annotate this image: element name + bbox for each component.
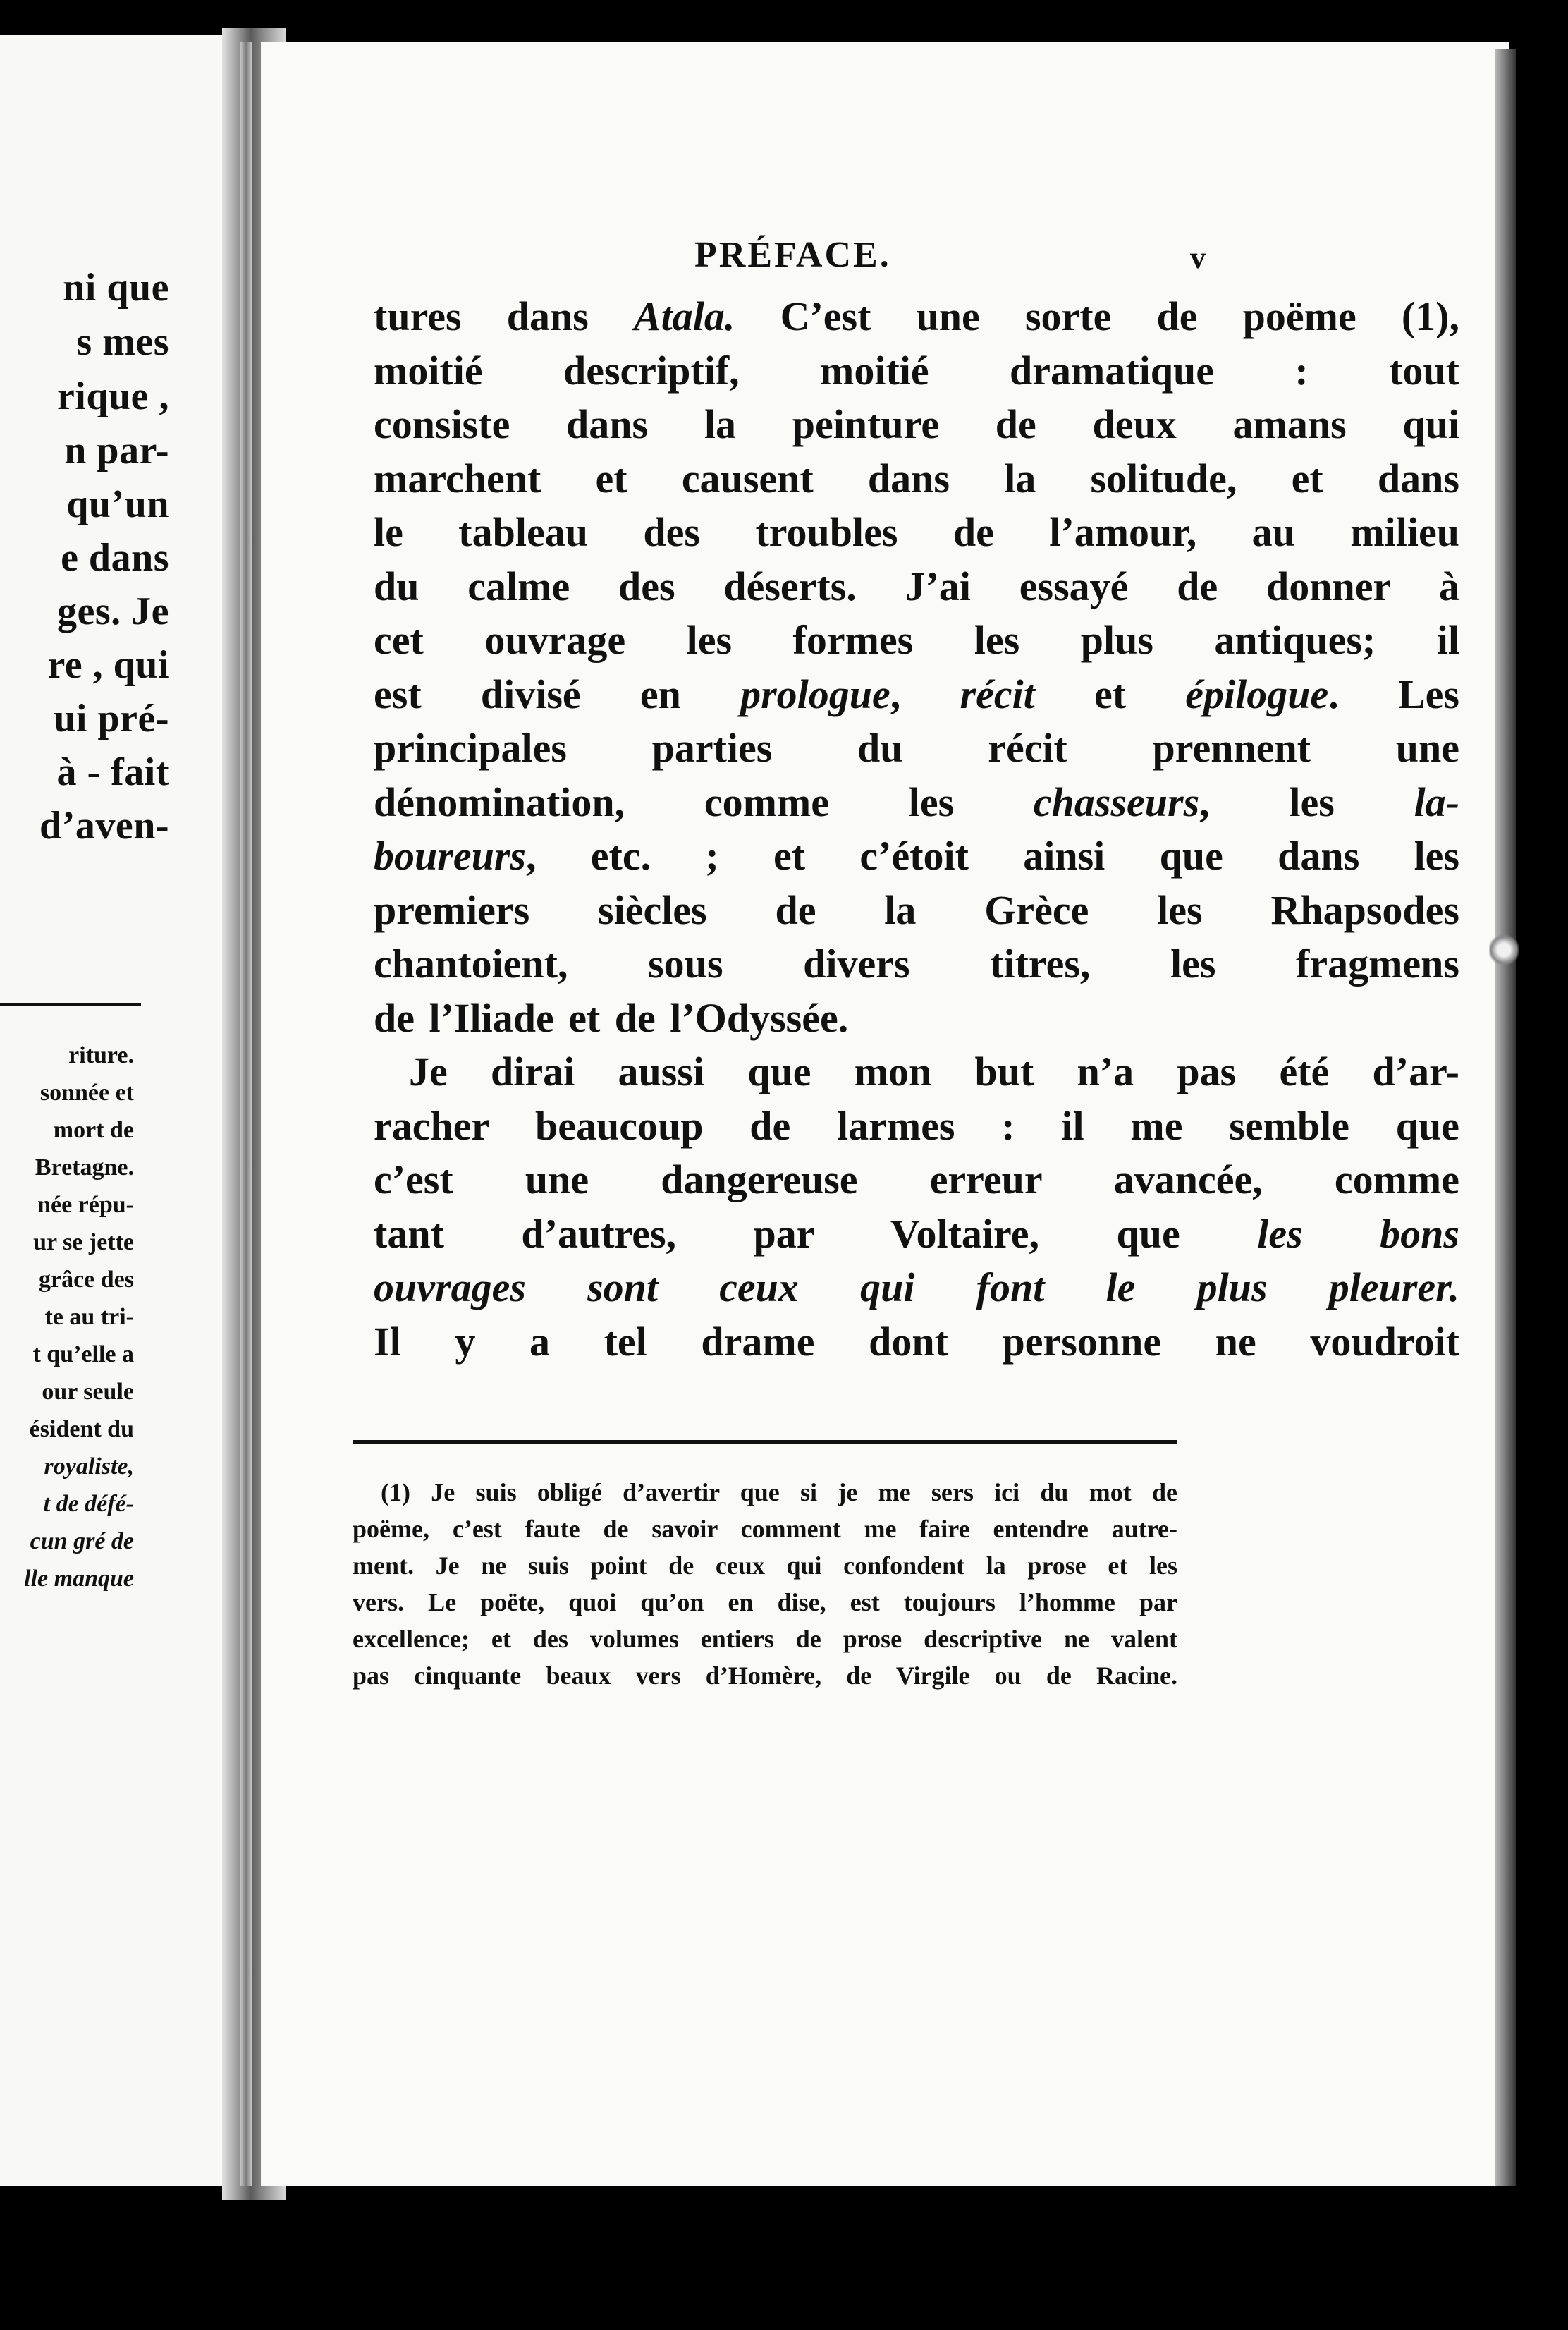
page-edge-shadow: [1495, 49, 1516, 2186]
body-line: [374, 941, 1459, 987]
italic-text: prologue: [740, 671, 890, 717]
footnote-line: ment. Je ne suis point de ceux qui confondent la prose et les: [353, 1551, 1177, 1580]
italic-text: récit: [960, 671, 1035, 717]
left-page-line: ges. Je: [56, 590, 169, 633]
left-page-footnote-line: grâce des: [38, 1267, 134, 1293]
italic-text: épilogue: [1185, 671, 1329, 717]
page-header: [261, 234, 1509, 276]
body-line: [374, 1318, 1459, 1365]
left-page-footnote-line: t de défé-: [43, 1491, 134, 1517]
left-page-footnote-line: mort de: [53, 1117, 134, 1143]
body-text-segment: premiers siècles de la Grèce les Rhapsodes: [374, 886, 1459, 933]
body-line: [374, 617, 1459, 663]
body-line: [374, 1159, 1459, 1200]
body-text-segment: Je dirai aussi que mon but n’a pas été d’ar-: [409, 1049, 1459, 1094]
body-text-segment: racher beaucoup de larmes : il me semble que: [374, 1102, 1459, 1149]
italic-text: chasseurs: [1033, 779, 1200, 825]
body-line: [374, 347, 1459, 394]
left-page-footnote-line: riture.: [68, 1042, 134, 1068]
footnote-line: pas cinquante beaux vers d’Homère, de Virgile ou de Racine.: [353, 1661, 1177, 1690]
left-page-footnote-line: née répu-: [37, 1192, 134, 1218]
body-line: [374, 725, 1459, 771]
body-line: [374, 293, 1459, 339]
body-text-segment: , les: [1199, 779, 1414, 825]
footnote-rule: [353, 1440, 1177, 1444]
body-text-segment: ,: [890, 671, 960, 717]
body-line: [374, 455, 1459, 501]
left-page-line: n par-: [64, 429, 169, 472]
left-page-footnote-line: Bretagne.: [35, 1154, 134, 1181]
body-line: [374, 994, 849, 1041]
body-text-segment: dénomination, comme les: [374, 779, 1034, 825]
body-text-segment: principales parties du récit prennent une: [374, 725, 1459, 771]
body-text-segment: est divisé en: [374, 671, 741, 717]
body-text-segment: cet ouvrage les formes les plus antiques; il: [374, 617, 1459, 663]
left-page-footnote-line: our seule: [42, 1379, 134, 1405]
scan-smudge: [1489, 934, 1519, 965]
left-page-footnote-line: lle manque: [24, 1566, 134, 1592]
body-line: [374, 563, 1459, 609]
left-page-line: s mes: [76, 320, 169, 364]
left-page-line: ni que: [63, 266, 169, 310]
italic-text: boureurs: [374, 833, 526, 879]
body-text-segment: . Les: [1328, 671, 1459, 717]
gutter-edge: [240, 42, 252, 2186]
footnote-line: vers. Le poëte, quoi qu’on en dise, est toujours l’homme par: [353, 1588, 1177, 1616]
footnote-line: excellence; et des volumes entiers de prose descriptive ne valent: [353, 1625, 1177, 1653]
body-line: [374, 779, 1460, 825]
left-page-line: qu’un: [66, 482, 169, 526]
left-page-line: à - fait: [56, 750, 169, 794]
body-text-segment: chantoient, sous divers titres, les fragmens: [374, 941, 1459, 987]
body-text-segment: c’est une dangereuse erreur avancée, comme: [374, 1157, 1459, 1202]
body-text-segment: , etc. ; et c’étoit ainsi que dans les: [525, 833, 1459, 879]
body-text-segment: du calme des déserts. J’ai essayé de donner à: [374, 563, 1459, 609]
left-page-footnote-line: sonnée et: [39, 1080, 134, 1106]
body-line: [374, 401, 1459, 447]
body-text-segment: tant d’autres, par Voltaire, que: [374, 1210, 1258, 1257]
left-page-footnote-line: royaliste,: [44, 1453, 134, 1480]
italic-text: ouvrages sont ceux qui font le plus pleurer.: [374, 1264, 1459, 1310]
left-page-footnote-line: ur se jette: [33, 1229, 134, 1255]
body-text-segment: de l’Iliade et de l’Odyssée.: [374, 994, 849, 1041]
footnote-line: poëme, c’est faute de savoir comment me faire entendre autre-: [353, 1515, 1177, 1543]
italic-text: les bons: [1257, 1210, 1459, 1257]
body-line: [374, 1264, 1459, 1310]
body-text-segment: consiste dans la peinture de deux amans qui: [374, 401, 1459, 447]
body-line: [409, 1051, 1459, 1092]
body-text-segment: et: [1034, 671, 1186, 717]
body-line: [374, 671, 1459, 717]
left-page-fragment: [0, 35, 233, 2186]
body-text-segment: tures dans: [374, 293, 634, 339]
footnote-line: (1) Je suis obligé d’avertir que si je me sers ici du mot de: [381, 1478, 1177, 1506]
running-head: PRÉFACE.: [694, 235, 891, 275]
body-text-segment: C’est une sorte de poëme (1),: [735, 293, 1459, 339]
body-line: [374, 1102, 1459, 1149]
body-text-segment: le tableau des troubles de l’amour, au milieu: [374, 509, 1459, 555]
body-text-segment: moitié descriptif, moitié dramatique : tout: [374, 347, 1459, 394]
body-line: [374, 833, 1459, 879]
left-page-line: re , qui: [47, 643, 169, 687]
italic-text: Atala.: [633, 293, 735, 339]
left-page-line: ui pré-: [54, 697, 169, 740]
left-footnote-rule: [0, 1003, 141, 1006]
body-line: [374, 509, 1459, 555]
body-line: [374, 1210, 1459, 1257]
left-page-footnote-line: ésident du: [29, 1416, 134, 1442]
left-page-footnote-line: cun gré de: [30, 1528, 134, 1554]
italic-text: la-: [1414, 779, 1460, 825]
left-page-line: rique ,: [56, 374, 169, 418]
left-page-line: e dans: [61, 536, 169, 580]
page-number: v: [1190, 240, 1206, 275]
left-page-line: d’aven-: [39, 804, 169, 848]
right-page: [261, 42, 1509, 2186]
body-text-segment: Il y a tel drame dont personne ne voudroit: [374, 1318, 1459, 1365]
body-line: [374, 886, 1459, 933]
left-page-footnote-line: t qu’elle a: [32, 1341, 134, 1367]
left-page-footnote-line: te au tri-: [44, 1304, 134, 1330]
body-text-segment: marchent et causent dans la solitude, et dans: [374, 455, 1459, 501]
